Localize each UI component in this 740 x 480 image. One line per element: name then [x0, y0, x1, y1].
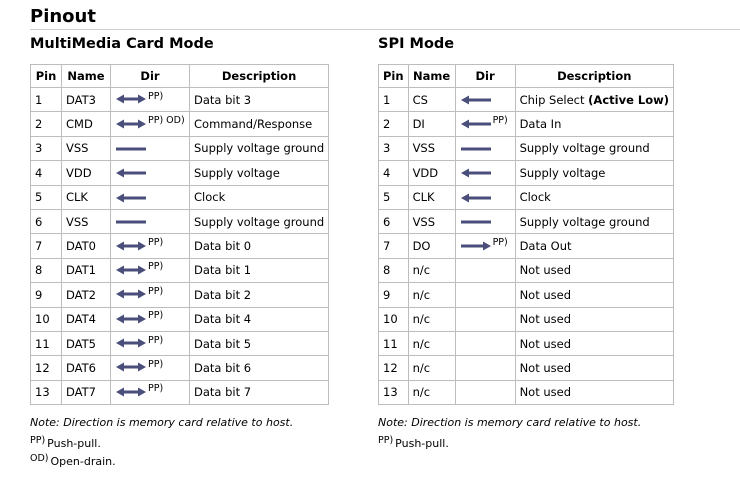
pin-number: 10 [379, 307, 409, 331]
table-row [379, 88, 674, 112]
pin-number: 2 [31, 112, 62, 136]
pin-number: 11 [379, 331, 409, 355]
pin-number: 8 [31, 258, 62, 282]
name-column-header: Name [408, 65, 455, 88]
legend-text: Push-pull. [47, 437, 101, 451]
description-emphasis: (Active Low) [588, 92, 669, 107]
direction-cell [455, 356, 515, 380]
pin-name: DAT1 [62, 258, 111, 282]
left-arrow-icon [460, 95, 492, 105]
pin-description [515, 307, 673, 331]
pin-number: 9 [31, 283, 62, 307]
direction-note: PP) [148, 285, 164, 297]
direction-note: Note: Direction is memory card relative to host. [378, 416, 642, 430]
pin-number: 9 [379, 283, 409, 307]
pin-description [190, 88, 329, 112]
mmc-heading: MultiMedia Card Mode [30, 36, 214, 52]
description-text: Not used [519, 360, 572, 375]
direction-note: PP) [148, 383, 164, 395]
legend-abbr: PP) [378, 435, 394, 447]
pin-name: CS [408, 88, 455, 112]
direction-cell [455, 283, 515, 307]
direction-cell [111, 112, 190, 136]
pin-number: 5 [379, 185, 409, 209]
bidirectional-arrow-icon [115, 289, 147, 299]
direction-note: PP) [148, 90, 164, 102]
pin-name: DAT3 [62, 88, 111, 112]
left-arrow-icon [115, 168, 147, 178]
pin-description [190, 185, 329, 209]
pin-name: DAT5 [62, 331, 111, 355]
left-arrow-icon [115, 193, 147, 203]
pin-number: 10 [31, 307, 62, 331]
bidirectional-arrow-icon [115, 94, 147, 104]
pin-name: DAT2 [62, 283, 111, 307]
direction-note: PP) [148, 358, 164, 370]
description-text: Data bit 4 [194, 312, 252, 327]
dir-column-header: Dir [455, 65, 515, 88]
left-arrow-icon [460, 168, 492, 178]
mmc-notes [30, 416, 329, 470]
left-arrow-icon [460, 119, 492, 129]
pin-column-header: Pin [379, 65, 409, 88]
line-icon [460, 217, 492, 227]
table-row [31, 234, 329, 258]
description-column-header: Description [515, 65, 673, 88]
table-row [379, 331, 674, 355]
description-text: Not used [519, 385, 572, 400]
pin-name: DO [408, 234, 455, 258]
pin-name: VSS [62, 209, 111, 233]
table-row [379, 209, 674, 233]
direction-cell [111, 283, 190, 307]
direction-cell [455, 136, 515, 160]
description-text: Not used [519, 336, 572, 351]
pin-name: DAT6 [62, 356, 111, 380]
description-text: Not used [519, 287, 572, 302]
direction-note: PP) [492, 237, 508, 249]
direction-cell [455, 234, 515, 258]
pin-name: CMD [62, 112, 111, 136]
spi-heading: SPI Mode [378, 36, 455, 52]
bidirectional-arrow-icon [115, 387, 147, 397]
pin-number: 13 [379, 380, 409, 404]
pin-description [190, 283, 329, 307]
bidirectional-arrow-icon [115, 119, 147, 129]
legend-text: Push-pull. [395, 437, 449, 451]
line-icon [115, 144, 147, 154]
table-row [31, 356, 329, 380]
pin-name: VSS [62, 136, 111, 160]
direction-note: PP) [492, 115, 508, 127]
table-row [379, 234, 674, 258]
direction-note: PP) [148, 237, 164, 249]
description-text: Not used [519, 263, 572, 278]
bidirectional-arrow-icon [115, 314, 147, 324]
description-text: Data bit 3 [194, 92, 252, 107]
direction-cell [111, 258, 190, 282]
description-text: Supply voltage [519, 165, 606, 180]
direction-cell [455, 185, 515, 209]
table-row [379, 283, 674, 307]
direction-note: PP) [148, 261, 164, 273]
direction-cell [111, 185, 190, 209]
table-row [31, 136, 329, 160]
pin-description [190, 161, 329, 185]
table-row [379, 161, 674, 185]
legend-push-pull [378, 437, 674, 452]
table-row [31, 112, 329, 136]
direction-cell [455, 258, 515, 282]
pin-description [190, 112, 329, 136]
direction-cell [111, 380, 190, 404]
table-row [379, 356, 674, 380]
direction-cell [455, 307, 515, 331]
pin-name: n/c [408, 283, 455, 307]
table-header-row [379, 65, 674, 88]
description-text: Clock [519, 190, 551, 205]
description-text: Data bit 5 [194, 336, 252, 351]
pin-name: n/c [408, 331, 455, 355]
table-row [379, 185, 674, 209]
table-row [31, 209, 329, 233]
direction-note: PP) [148, 310, 164, 322]
spi-notes [378, 416, 674, 452]
pin-number: 11 [31, 331, 62, 355]
legend-text: Open-drain. [50, 455, 116, 469]
direction-note: PP) [148, 334, 164, 346]
table-row [379, 136, 674, 160]
pin-name: VDD [408, 161, 455, 185]
pin-number: 2 [379, 112, 409, 136]
pin-description [515, 185, 673, 209]
pin-description [515, 88, 673, 112]
pin-name: DAT7 [62, 380, 111, 404]
pin-name: n/c [408, 380, 455, 404]
pin-number: 1 [31, 88, 62, 112]
direction-cell [455, 88, 515, 112]
legend-open-drain [30, 455, 329, 470]
mmc-section [30, 35, 329, 473]
bidirectional-arrow-icon [115, 241, 147, 251]
description-text: Clock [194, 190, 226, 205]
table-row [31, 283, 329, 307]
pin-number: 6 [379, 209, 409, 233]
direction-cell [111, 209, 190, 233]
pin-number: 13 [31, 380, 62, 404]
description-text: Supply voltage ground [519, 141, 650, 156]
description-text: Data bit 6 [194, 360, 252, 375]
line-icon [460, 144, 492, 154]
direction-note: Note: Direction is memory card relative to host. [30, 416, 294, 430]
pin-description [515, 161, 673, 185]
bidirectional-arrow-icon [115, 265, 147, 275]
bidirectional-arrow-icon [115, 362, 147, 372]
description-text: Data bit 2 [194, 287, 252, 302]
pin-name: CLK [62, 185, 111, 209]
table-row [31, 88, 329, 112]
table-row [31, 331, 329, 355]
pin-number: 7 [379, 234, 409, 258]
direction-cell [111, 88, 190, 112]
direction-cell [455, 112, 515, 136]
pin-number: 4 [31, 161, 62, 185]
dir-column-header: Dir [111, 65, 190, 88]
table-row [31, 258, 329, 282]
pin-name: CLK [408, 185, 455, 209]
page-title: Pinout [30, 6, 96, 27]
legend-abbr: OD) [30, 453, 49, 465]
pin-description [515, 209, 673, 233]
pin-description [190, 136, 329, 160]
description-text: Data bit 1 [194, 263, 252, 278]
name-column-header: Name [62, 65, 111, 88]
legend-abbr: PP) [30, 435, 46, 447]
pin-column-header: Pin [31, 65, 62, 88]
description-column-header: Description [190, 65, 329, 88]
pin-name: VSS [408, 209, 455, 233]
pin-number: 12 [379, 356, 409, 380]
direction-note: PP) OD) [148, 115, 185, 127]
description-text: Supply voltage ground [194, 141, 325, 156]
table-row [31, 380, 329, 404]
pin-number: 12 [31, 356, 62, 380]
pin-number: 3 [379, 136, 409, 160]
title-divider [30, 29, 740, 30]
pin-name: n/c [408, 258, 455, 282]
description-text: Data In [519, 117, 562, 132]
pin-number: 6 [31, 209, 62, 233]
direction-cell [111, 356, 190, 380]
mmc-pinout-table [30, 64, 329, 405]
pin-description [515, 234, 673, 258]
pin-description [190, 380, 329, 404]
table-row [31, 185, 329, 209]
pin-number: 1 [379, 88, 409, 112]
pin-description [515, 331, 673, 355]
direction-cell [111, 234, 190, 258]
description-text: Chip Select [519, 92, 585, 107]
pin-name: DAT4 [62, 307, 111, 331]
spi-section [378, 35, 674, 455]
description-text: Command/Response [194, 117, 313, 132]
pin-description [515, 112, 673, 136]
description-text: Supply voltage [194, 165, 280, 180]
pin-number: 4 [379, 161, 409, 185]
description-text: Not used [519, 312, 572, 327]
pin-number: 3 [31, 136, 62, 160]
pin-description [515, 258, 673, 282]
description-text: Supply voltage ground [519, 214, 650, 229]
spi-pinout-table [378, 64, 674, 405]
pin-description [190, 209, 329, 233]
description-text: Data Out [519, 239, 572, 254]
direction-cell [111, 161, 190, 185]
pin-description [515, 356, 673, 380]
table-row [379, 307, 674, 331]
pin-description [190, 331, 329, 355]
description-text: Data bit 0 [194, 239, 252, 254]
description-text: Supply voltage ground [194, 214, 325, 229]
direction-cell [111, 136, 190, 160]
direction-cell [111, 331, 190, 355]
line-icon [115, 217, 147, 227]
table-header-row [31, 65, 329, 88]
pin-number: 5 [31, 185, 62, 209]
left-arrow-icon [460, 193, 492, 203]
direction-cell [455, 161, 515, 185]
pin-name: n/c [408, 307, 455, 331]
table-row [379, 112, 674, 136]
pin-description [190, 234, 329, 258]
table-row [31, 161, 329, 185]
pin-name: VSS [408, 136, 455, 160]
legend-push-pull [30, 437, 329, 452]
direction-cell [111, 307, 190, 331]
pin-name: DI [408, 112, 455, 136]
pin-description [190, 258, 329, 282]
pin-name: n/c [408, 356, 455, 380]
pin-description [190, 307, 329, 331]
pin-description [515, 380, 673, 404]
pin-description [190, 356, 329, 380]
direction-cell [455, 331, 515, 355]
direction-cell [455, 209, 515, 233]
pin-number: 7 [31, 234, 62, 258]
pin-number: 8 [379, 258, 409, 282]
table-row [379, 258, 674, 282]
table-row [31, 307, 329, 331]
pin-description [515, 283, 673, 307]
description-text: Data bit 7 [194, 385, 252, 400]
direction-cell [455, 380, 515, 404]
table-row [379, 380, 674, 404]
pin-name: VDD [62, 161, 111, 185]
pin-description [515, 136, 673, 160]
bidirectional-arrow-icon [115, 338, 147, 348]
pin-name: DAT0 [62, 234, 111, 258]
right-arrow-icon [460, 241, 492, 251]
